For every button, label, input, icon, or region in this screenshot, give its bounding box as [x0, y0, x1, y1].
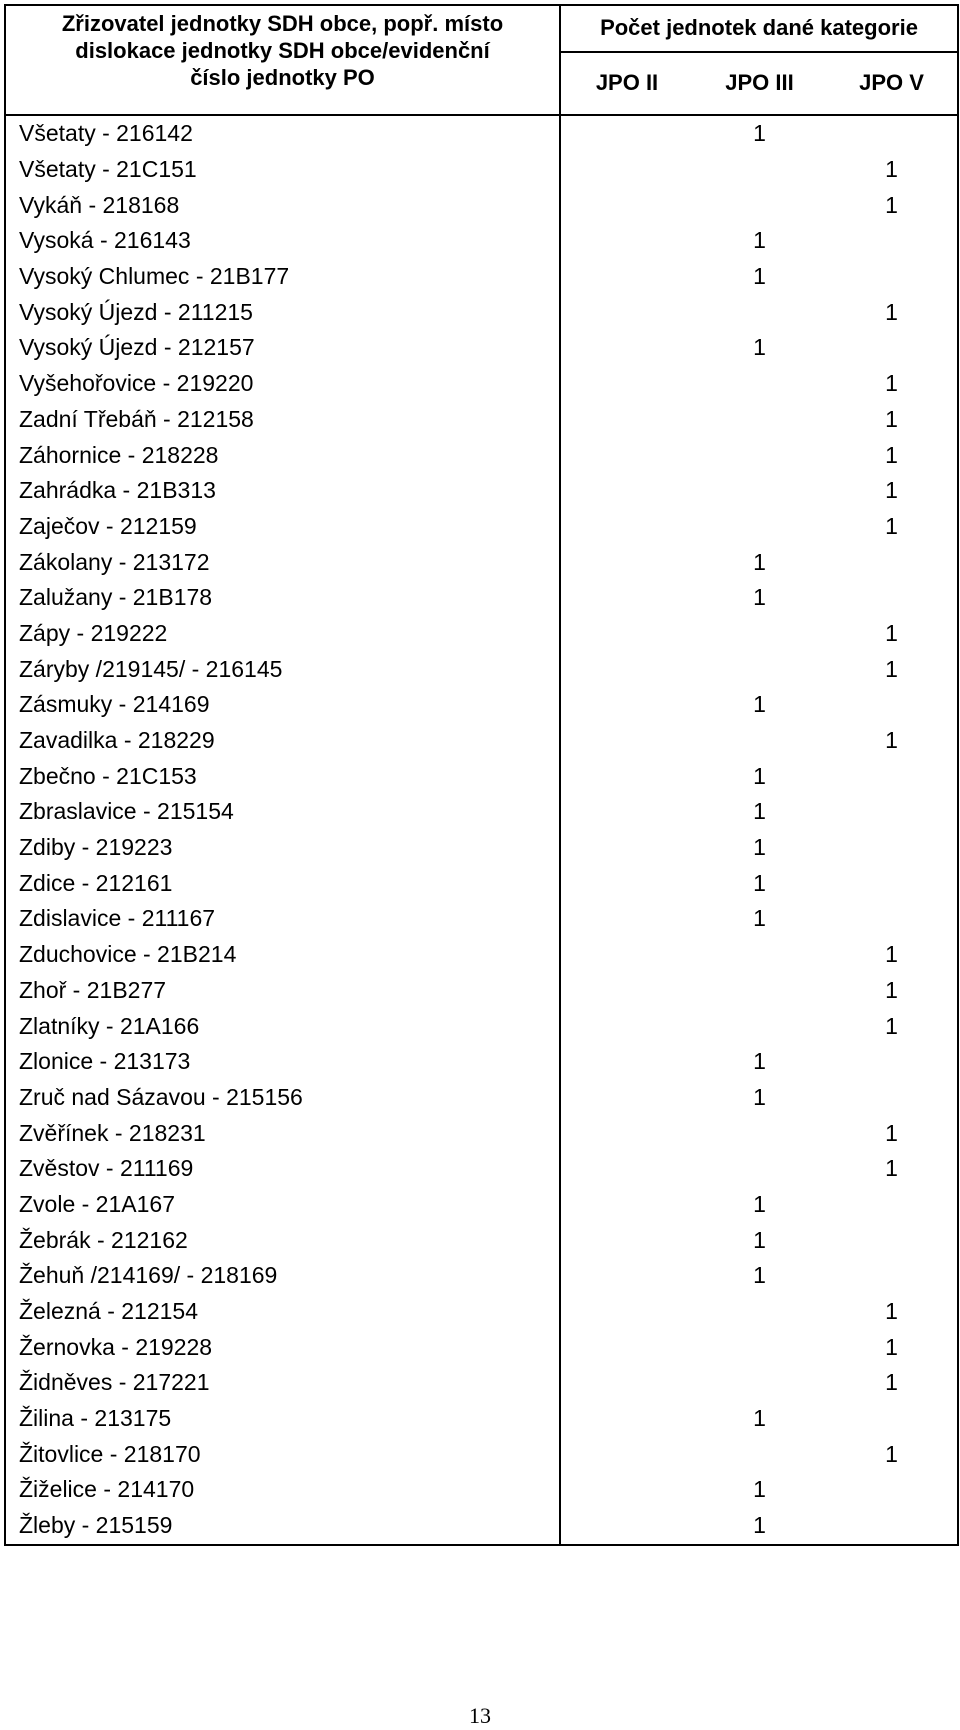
row-jpo5	[826, 1258, 958, 1294]
row-jpo2	[560, 115, 693, 152]
row-name: Vysoká - 216143	[5, 223, 560, 259]
row-jpo3: 1	[753, 1190, 766, 1217]
row-jpo2	[560, 402, 693, 438]
table-row	[5, 616, 958, 652]
row-name: Zápy - 219222	[5, 616, 560, 652]
table-row	[5, 1508, 958, 1545]
row-jpo5	[826, 1080, 958, 1116]
row-name: Zavadilka - 218229	[5, 723, 560, 759]
row-jpo2	[560, 651, 693, 687]
row-jpo5: 1	[826, 1436, 958, 1472]
row-jpo3	[693, 152, 826, 188]
table-row	[5, 937, 958, 973]
row-name: Zalužany - 21B178	[5, 580, 560, 616]
row-name: Zvěstov - 211169	[5, 1151, 560, 1187]
row-jpo3: 1	[753, 263, 766, 290]
row-jpo3	[693, 1365, 826, 1401]
row-jpo2	[560, 1472, 693, 1508]
row-jpo3	[693, 187, 826, 223]
header-founder-line-2: dislokace jednotky SDH obce/evidenční	[75, 38, 490, 63]
row-name: Vykáň - 218168	[5, 187, 560, 223]
table-row	[5, 865, 958, 901]
row-jpo5: 1	[826, 1329, 958, 1365]
row-jpo5	[826, 794, 958, 830]
table-row	[5, 259, 958, 295]
row-jpo2	[560, 758, 693, 794]
row-jpo2	[560, 794, 693, 830]
row-jpo5	[826, 1044, 958, 1080]
row-jpo2	[560, 1258, 693, 1294]
table-row	[5, 187, 958, 223]
row-jpo5: 1	[826, 437, 958, 473]
row-jpo5	[826, 901, 958, 937]
table-row	[5, 687, 958, 723]
row-name: Zdislavice - 211167	[5, 901, 560, 937]
header-founder-line-3: číslo jednotky PO	[190, 65, 375, 90]
row-jpo3: 1	[753, 691, 766, 718]
row-jpo2	[560, 616, 693, 652]
row-jpo2	[560, 1044, 693, 1080]
row-jpo2	[560, 937, 693, 973]
row-name: Zvěřínek - 218231	[5, 1115, 560, 1151]
row-name: Zlatníky - 21A166	[5, 1008, 560, 1044]
row-name: Vysoký Újezd - 212157	[5, 330, 560, 366]
row-jpo3: 1	[753, 834, 766, 861]
row-jpo3	[693, 1294, 826, 1330]
row-jpo2	[560, 294, 693, 330]
row-jpo5: 1	[826, 616, 958, 652]
table-row	[5, 1115, 958, 1151]
row-jpo2	[560, 1329, 693, 1365]
row-jpo2	[560, 1436, 693, 1472]
header-col-jpo5: JPO V	[826, 52, 958, 115]
row-jpo2	[560, 509, 693, 545]
row-jpo3	[693, 294, 826, 330]
header-col-jpo3: JPO III	[693, 52, 826, 115]
row-jpo3: 1	[753, 798, 766, 825]
row-jpo2	[560, 1294, 693, 1330]
row-name: Zadní Třebáň - 212158	[5, 402, 560, 438]
row-jpo3: 1	[753, 548, 766, 575]
table-row	[5, 794, 958, 830]
row-jpo2	[560, 1187, 693, 1223]
row-name: Zásmuky - 214169	[5, 687, 560, 723]
row-jpo5	[826, 544, 958, 580]
row-jpo3: 1	[753, 1405, 766, 1432]
row-jpo3: 1	[753, 869, 766, 896]
row-name: Zbraslavice - 215154	[5, 794, 560, 830]
row-name: Vysoký Újezd - 211215	[5, 294, 560, 330]
row-name: Zruč nad Sázavou - 215156	[5, 1080, 560, 1116]
row-jpo5	[826, 330, 958, 366]
row-jpo5	[826, 758, 958, 794]
row-jpo2	[560, 152, 693, 188]
row-jpo5: 1	[826, 973, 958, 1009]
row-name: Záryby /219145/ - 216145	[5, 651, 560, 687]
row-jpo2	[560, 901, 693, 937]
row-name: Žilina - 213175	[5, 1401, 560, 1437]
row-jpo5	[826, 115, 958, 152]
row-jpo2	[560, 473, 693, 509]
row-jpo2	[560, 1008, 693, 1044]
row-jpo3: 1	[693, 1508, 826, 1545]
row-jpo2	[560, 973, 693, 1009]
table-row	[5, 1436, 958, 1472]
row-jpo2	[560, 1115, 693, 1151]
table-row	[5, 1044, 958, 1080]
table-row	[5, 1294, 958, 1330]
row-jpo2	[560, 437, 693, 473]
table-row	[5, 1329, 958, 1365]
row-name: Žebrák - 212162	[5, 1222, 560, 1258]
row-jpo2	[560, 865, 693, 901]
row-jpo3: 1	[753, 1476, 766, 1503]
row-jpo3	[693, 509, 826, 545]
row-jpo3	[693, 366, 826, 402]
table-row	[5, 580, 958, 616]
table-row	[5, 402, 958, 438]
row-jpo3: 1	[753, 584, 766, 611]
row-name: Záhornice - 218228	[5, 437, 560, 473]
row-jpo3: 1	[753, 227, 766, 254]
row-jpo2	[560, 1365, 693, 1401]
row-jpo5	[826, 687, 958, 723]
row-jpo2	[560, 330, 693, 366]
row-name: Vysoký Chlumec - 21B177	[5, 259, 560, 295]
row-jpo5: 1	[826, 152, 958, 188]
table-row	[5, 152, 958, 188]
row-jpo2	[560, 723, 693, 759]
table-row	[5, 973, 958, 1009]
row-jpo3: 1	[753, 1048, 766, 1075]
table-row	[5, 1151, 958, 1187]
row-jpo3	[693, 1008, 826, 1044]
row-jpo3: 1	[753, 1262, 766, 1289]
row-jpo5	[826, 580, 958, 616]
header-col-jpo2: JPO II	[560, 52, 693, 115]
table-row	[5, 901, 958, 937]
row-jpo5: 1	[826, 366, 958, 402]
row-jpo5: 1	[826, 651, 958, 687]
row-name: Všetaty - 216142	[5, 115, 560, 152]
row-jpo3	[693, 437, 826, 473]
table-row	[5, 366, 958, 402]
row-name: Zbečno - 21C153	[5, 758, 560, 794]
row-jpo3	[693, 937, 826, 973]
row-name: Zdiby - 219223	[5, 830, 560, 866]
row-name: Zduchovice - 21B214	[5, 937, 560, 973]
table-row	[5, 1472, 958, 1508]
row-jpo2	[560, 366, 693, 402]
units-table	[4, 4, 959, 1546]
row-jpo3	[693, 1151, 826, 1187]
row-jpo2	[560, 223, 693, 259]
row-name: Zhoř - 21B277	[5, 973, 560, 1009]
row-jpo2	[560, 1222, 693, 1258]
row-name: Žernovka - 219228	[5, 1329, 560, 1365]
row-jpo5: 1	[826, 1365, 958, 1401]
row-jpo2	[560, 580, 693, 616]
table-row	[5, 651, 958, 687]
row-jpo3: 1	[753, 905, 766, 932]
row-jpo3	[693, 723, 826, 759]
row-name: Žleby - 215159	[5, 1508, 560, 1545]
row-jpo5	[826, 1508, 958, 1545]
row-jpo5	[826, 865, 958, 901]
row-jpo3	[693, 1329, 826, 1365]
row-name: Žiželice - 214170	[5, 1472, 560, 1508]
table-row	[5, 473, 958, 509]
row-name: Všetaty - 21C151	[5, 152, 560, 188]
row-jpo3: 1	[753, 120, 766, 147]
table-row	[5, 115, 958, 152]
row-name: Židněves - 217221	[5, 1365, 560, 1401]
table-row	[5, 830, 958, 866]
row-jpo3: 1	[753, 1226, 766, 1253]
row-jpo5: 1	[826, 1115, 958, 1151]
row-name: Zdice - 212161	[5, 865, 560, 901]
row-jpo2	[560, 259, 693, 295]
row-name: Žitovlice - 218170	[5, 1436, 560, 1472]
row-name: Zahrádka - 21B313	[5, 473, 560, 509]
row-name: Zlonice - 213173	[5, 1044, 560, 1080]
row-jpo2	[560, 1508, 693, 1545]
row-name: Zákolany - 213172	[5, 544, 560, 580]
row-name: Žehuň /214169/ - 218169	[5, 1258, 560, 1294]
row-jpo2	[560, 1151, 693, 1187]
row-jpo5: 1	[826, 473, 958, 509]
row-jpo3	[693, 473, 826, 509]
row-jpo5	[826, 1187, 958, 1223]
row-jpo5	[826, 259, 958, 295]
table-row	[5, 544, 958, 580]
row-jpo2	[560, 687, 693, 723]
table-row	[5, 1008, 958, 1044]
row-jpo5: 1	[826, 937, 958, 973]
row-jpo3: 1	[753, 762, 766, 789]
table-row	[5, 1187, 958, 1223]
table-row	[5, 1258, 958, 1294]
table-row	[5, 1080, 958, 1116]
row-jpo5	[826, 1222, 958, 1258]
row-jpo5: 1	[826, 1008, 958, 1044]
row-jpo5: 1	[826, 402, 958, 438]
row-jpo3	[693, 1436, 826, 1472]
row-name: Vyšehořovice - 219220	[5, 366, 560, 402]
row-jpo3	[693, 1115, 826, 1151]
header-founder-cell	[5, 5, 560, 115]
table-row	[5, 330, 958, 366]
row-name: Zaječov - 212159	[5, 509, 560, 545]
row-jpo5: 1	[826, 294, 958, 330]
table-row	[5, 1222, 958, 1258]
row-jpo2	[560, 1401, 693, 1437]
table-row	[5, 509, 958, 545]
row-jpo5: 1	[826, 1151, 958, 1187]
row-jpo5	[826, 1401, 958, 1437]
row-jpo3	[693, 402, 826, 438]
row-jpo3	[693, 973, 826, 1009]
row-jpo2	[560, 1080, 693, 1116]
row-name: Zvole - 21A167	[5, 1187, 560, 1223]
row-jpo3: 1	[753, 1083, 766, 1110]
table-row	[5, 1365, 958, 1401]
row-jpo5: 1	[826, 723, 958, 759]
row-jpo2	[560, 830, 693, 866]
row-jpo5: 1	[826, 1294, 958, 1330]
header-founder-line-1: Zřizovatel jednotky SDH obce, popř. místo	[61, 11, 504, 36]
row-jpo2	[560, 187, 693, 223]
page-number: 13	[469, 1703, 491, 1728]
row-jpo5	[826, 223, 958, 259]
table-row	[5, 723, 958, 759]
row-jpo5: 1	[826, 187, 958, 223]
table-row	[5, 294, 958, 330]
table-row	[5, 223, 958, 259]
row-jpo5: 1	[826, 509, 958, 545]
row-jpo5	[826, 830, 958, 866]
table-row	[5, 437, 958, 473]
row-jpo3	[693, 616, 826, 652]
row-jpo3: 1	[753, 334, 766, 361]
row-jpo2	[560, 544, 693, 580]
row-jpo5	[826, 1472, 958, 1508]
header-unit-count: Počet jednotek dané kategorie	[560, 5, 958, 52]
table-row	[5, 1401, 958, 1437]
table-row	[5, 758, 958, 794]
row-jpo3	[693, 651, 826, 687]
row-name: Železná - 212154	[5, 1294, 560, 1330]
